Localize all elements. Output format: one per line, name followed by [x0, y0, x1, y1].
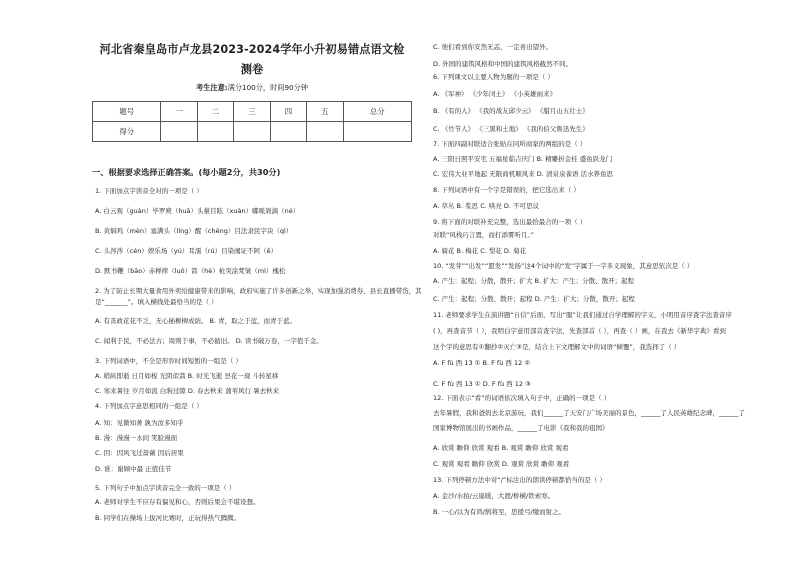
right-question-line: C. 他们看到你安然无恙，一定喜出望外。: [433, 43, 553, 51]
left-question-line: B. 同学们在操场上拔河比赛时，正玩得热气腾腾。: [95, 514, 241, 522]
score-cell: [307, 122, 343, 142]
left-question-line: 4. 下列加点字意思相同的一组是（ ）: [95, 402, 203, 410]
score-header-cell: 五: [307, 102, 343, 122]
right-question-line: D. 外国的建筑风格和中国的建筑风格截然不同。: [433, 60, 573, 68]
left-question-line: 3. 下列词语中，不全是形容时间短暂的一组是（ ）: [95, 357, 242, 365]
left-question-line: A. 知：见微知著 孰为汝多知乎: [95, 419, 184, 427]
right-question-line: 10. “发芽”“出发”“愿发”“发扬”这4个词中的“发”字属于一字多义现象，其意思依次是（ ）: [433, 262, 694, 270]
right-question-line: A. 骑花 B. 梅花 C. 梨花 D. 菊花: [433, 247, 527, 255]
exam-title: [92, 40, 412, 80]
left-question-line: A. 白云观（guàn）毕罗庾（huā）头暈目眩（xuàn）嘟哌剁滴（né）: [95, 207, 300, 215]
score-table-header-row: [93, 102, 412, 122]
score-cell: [197, 122, 233, 142]
right-question-line: C. F fù 西 13 ① D. F fù 西 12 ③: [433, 380, 531, 388]
right-question-line: B. 《有的人》 《我的战友邱少云》 《腊月山五壮士》: [433, 107, 589, 115]
title-line-1: 河北省秦皇岛市卢龙县2023-2024学年小升初易错点语文检: [99, 43, 405, 56]
right-question-line: A. 金沙/水拍/云崖暖，大渡/桥横/铁索寒。: [433, 492, 555, 500]
score-header-cell: 二: [197, 102, 233, 122]
score-row-label: 得分: [93, 122, 161, 142]
section-1-heading: 一、根据要求选择正确答案。(每小题2分，共30分): [92, 167, 281, 177]
right-question-line: C. 宏伟大业平地起 无限商机顺风来 D. 清泉泉雀语 活水养鱼思: [433, 170, 614, 178]
left-question-line: C. 因：因风飞过蔷薇 因后居果: [95, 449, 184, 457]
right-question-line: 12. 下面表示“看”的词语依次填入句子中，正确的一项是（ ）: [433, 394, 611, 402]
score-header-cell: 一: [161, 102, 197, 122]
left-question-line: D. 谁：谢顾中最 正值佳节: [95, 465, 172, 473]
score-header-cell: 总分: [343, 102, 411, 122]
right-question-line: A. 产生：起程；分散，散开；扩大 B. 扩大：产生；分散、散开；起程: [433, 277, 635, 285]
right-question-line: 9. 将下面的对联补充完整，选出最恰最合的一项（ ）: [433, 218, 587, 226]
right-question-line: 6. 下列课文以主要人物为题的一项是（ ）: [433, 73, 554, 81]
score-table: [92, 101, 412, 142]
left-question-line: B. 漫：漫漫一水间 笑脸漫面: [95, 434, 178, 442]
right-question-line: A. 三阳日照平安宅 五福星临吉庆门 B. 精雕折金桂 盛鱼跃龙门: [433, 155, 613, 163]
left-question-line: C. 头涔涔（cén）娱乐场（yú）耳濡（rú）目染闹证不阿（ē）: [95, 247, 278, 255]
title-line-2: 测卷: [240, 63, 264, 76]
left-question-line: A. 有善政花花不乏，无心插柳柳成荫。 B. 青，取之于蓝，而青于蓝。: [95, 317, 297, 325]
left-question-line: B. 黄焖鸡（mèn）塞满头（líng）醒（chěng）目法隶民字诀（qì）: [95, 227, 293, 235]
score-cell: [270, 122, 306, 142]
right-question-line: 去年暑假，我和爸妈去北京游玩，我们______了天安门广场美丽的景色，______了人民英雄纪念碑，______了: [433, 409, 745, 417]
left-question-line: C. 寒来暑往 岁月如流 白驹过隙 D. 春去秋来 蒲苇风行 暑去秋来: [95, 387, 280, 395]
right-question-line: A. 欣赏 瞻仰 欣赏 观看 B. 观赏 瞻仰 欣赏 观看: [433, 444, 569, 452]
left-question-line: 5. 下列句子中加点字读音完全一致的一项是（ ）: [95, 484, 236, 492]
note-text: 满分100分，时间90分钟: [227, 83, 308, 92]
left-question-line: 是“_______”。填入横线处最恰当的是（ ）: [95, 298, 218, 306]
note-label: 考生注意:: [196, 83, 228, 92]
score-cell: [343, 122, 411, 142]
right-question-line: 13. 下列停顿方法中对“/”标注出的朗读停顿都恰当的是（ ）: [433, 476, 606, 484]
right-question-line: 11. 老师要求学生在演讲题“自信”后面，写出“服”让我们通过自学理解的字义，小明用音序查字法查音序: [433, 311, 732, 319]
exam-note: [92, 83, 412, 93]
score-header-cell: 题号: [93, 102, 161, 122]
score-header-cell: 四: [270, 102, 306, 122]
score-cell: [234, 122, 270, 142]
left-question-line: D. 默书鞭（bāo）赤榉摔（luō）箭（hè）枪突涂梵皱（mì）槐松: [95, 267, 286, 275]
right-question-line: 对联“风栈巧言置，而打添雾听月。”: [433, 231, 534, 239]
right-question-line: 这个字的意思有①翻抄②灭亡③是，结合上下文理解文中的词语“倾覆”，我选择了（ ）: [433, 343, 681, 351]
right-question-line: ( )，再查音节（ ），我明白字意用部首查字法，先查部首（ ），再查（ ）画，在我去《新华字典》看到: [433, 327, 726, 335]
right-question-line: C. 观赏 观看 瞻仰 欣赏 D. 观赏 欣赏 瞻仰 观看: [433, 460, 570, 468]
score-table-score-row: [93, 122, 412, 142]
right-question-line: A. 《军神》 《少年闰土》 《小英雄雨来》: [433, 90, 557, 98]
score-header-cell: 三: [234, 102, 270, 122]
right-question-line: C. 产生：起程；分散、散开；起程 D. 产生：扩大；分散，散开；起程: [433, 295, 635, 303]
left-question-line: C. 闻利于民，不必法古；周则于事，不必循旧。 D. 读书破万卷，一字值千金。: [95, 337, 323, 345]
right-question-line: A. 草丛 B. 浆思 C. 哄亮 D. 不可思议: [433, 202, 540, 210]
right-question-line: A. F fù 西 13 ① B. F fù 西 12 ②: [433, 359, 531, 367]
left-question-line: 2. 为了防止长期大量食用外卖给健康带来的影响，政府实施了许多创新之举，实现加强消费券、县长直播带货，其: [95, 287, 422, 295]
right-question-line: 国家博物馆展出的书画作品，______了电影《我和我的祖国》: [433, 424, 609, 432]
right-question-line: 7. 下面四副对联适合张贴在同所商家的两组的是（ ）: [433, 140, 587, 148]
left-question-line: A. 稍纵即逝 日月如梭 光阴似箭 B. 时光飞逝 昙花一现 斗转星移: [95, 372, 279, 380]
right-question-line: B. 一心/以为有鸿/鹄将至，思援弓/缴而射之。: [433, 508, 566, 516]
right-question-line: 8. 下列词语中有一个字是错误的，把它选出来（ ）: [433, 186, 580, 194]
score-cell: [161, 122, 197, 142]
right-question-line: C. 《竹节人》 《三黑和土地》 《我的伯父鲁迅先生》: [433, 125, 589, 133]
left-question-line: 1. 下面加点字读音全对的一项是（ ）: [95, 187, 203, 195]
left-question-line: A. 老师对学生不应存有偏见和心，否则后果会不堪设想。: [95, 498, 260, 506]
